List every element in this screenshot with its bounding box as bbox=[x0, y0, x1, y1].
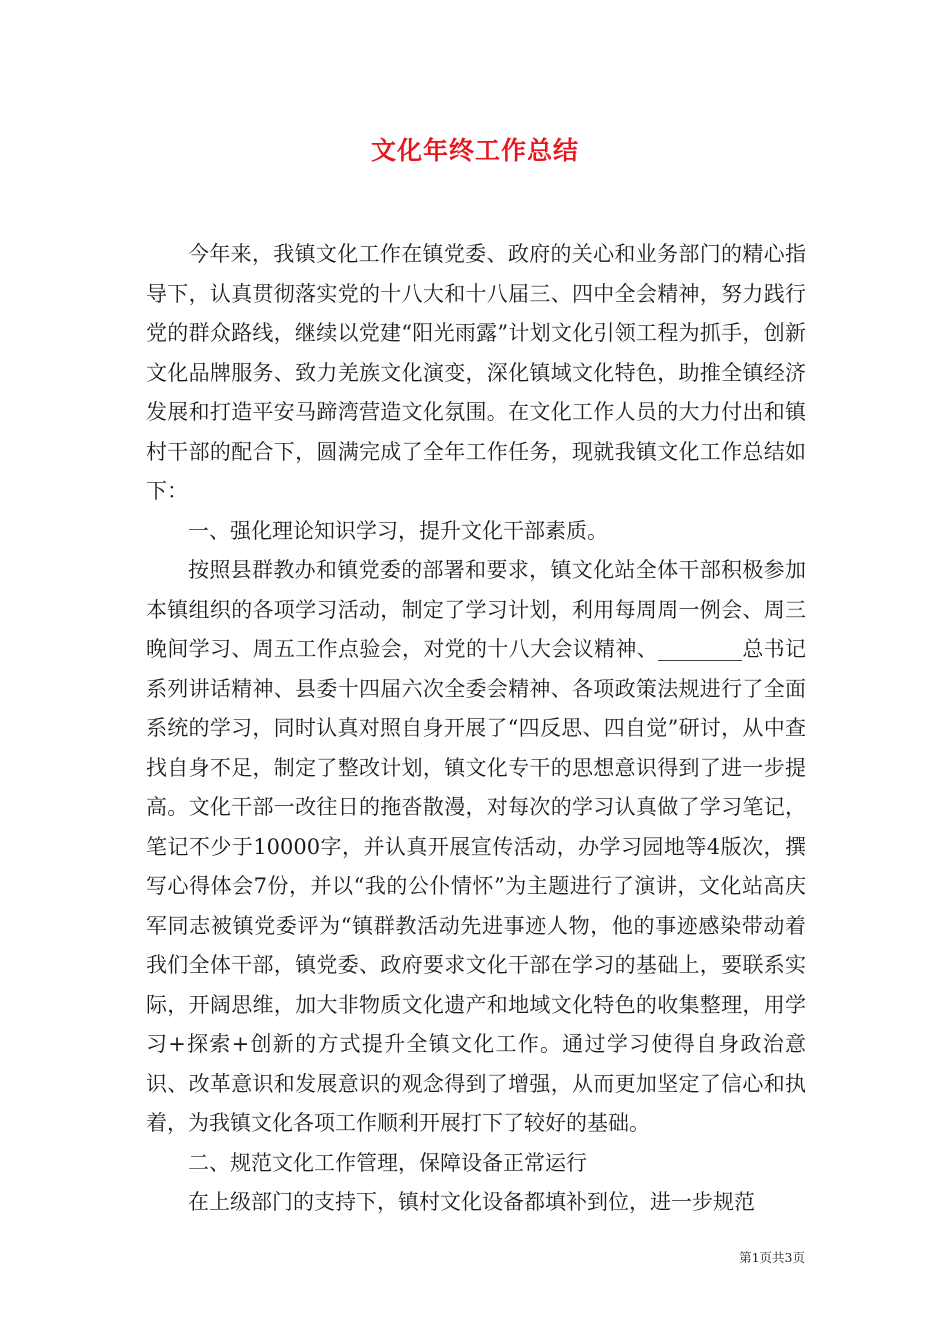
document-body bbox=[146, 235, 806, 1223]
section-heading-1: 一、强化理论知识学习，提升文化干部素质。 bbox=[188, 518, 608, 543]
paragraph-section-2: 在上级部门的支持下，镇村文化设备都填补到位，进一步规范 bbox=[188, 1190, 755, 1214]
document-title: 文化年终工作总结 bbox=[370, 136, 579, 165]
page-number: 第1页共3页 bbox=[739, 1250, 805, 1265]
paragraph-intro: 今年来，我镇文化工作在镇党委、政府的关心和业务部门的精心指导下，认真贯彻落实党的十八大和十八届三、四中全会精神，努力践行党的群众路线，继续以党建“阳光雨露”计划文化引领工程为抓手，创新文化品牌服务、致力羌族文化演变，深化镇域文化特色，助推全镇经济发展和打造平安马蹄湾营造文化氛围。在文化工作人员的大力付出和镇村干部的配合下，圆满完成了全年工作任务，现就我镇文化工作总结如下： bbox=[146, 242, 806, 503]
paragraph-section-1: 按照县群教办和镇党委的部署和要求，镇文化站全体干部积极参加本镇组织的各项学习活动，制定了学习计划，利用每周周一例会、周三晚间学习、周五工作点验会，对党的十八大会议精神、________总书记系列讲话精神、县委十四届六次全委会精神、各项政策法规进行了全面系统的学习，同时认真对照自身开展了“四反思、四自觉”研讨，从中查找自身不足，制定了整改计划，镇文化专干的思想意识得到了进一步提高。文化干部一改往日的拖沓散漫，对每次的学习认真做了学习笔记，笔记不少于10000字，并认真开展宣传活动，办学习园地等4版次，撰写心得体会7份，并以“我的公仆情怀”为主题进行了演讲，文化站高庆军同志被镇党委评为“镇群教活动先进事迹人物，他的事迹感染带动着我们全体干部，镇党委、政府要求文化干部在学习的基础上，要联系实际，开阔思维，加大非物质文化遗产和地域文化特色的收集整理，用学习+探索+创新的方式提升全镇文化工作。通过学习使得自身政治意识、改革意识和发展意识的观念得到了增强，从而更加坚定了信心和执着，为我镇文化各项工作顺利开展打下了较好的基础。 bbox=[146, 558, 806, 1135]
section-heading-2: 二、规范文化工作管理，保障设备正常运行 bbox=[188, 1150, 587, 1175]
